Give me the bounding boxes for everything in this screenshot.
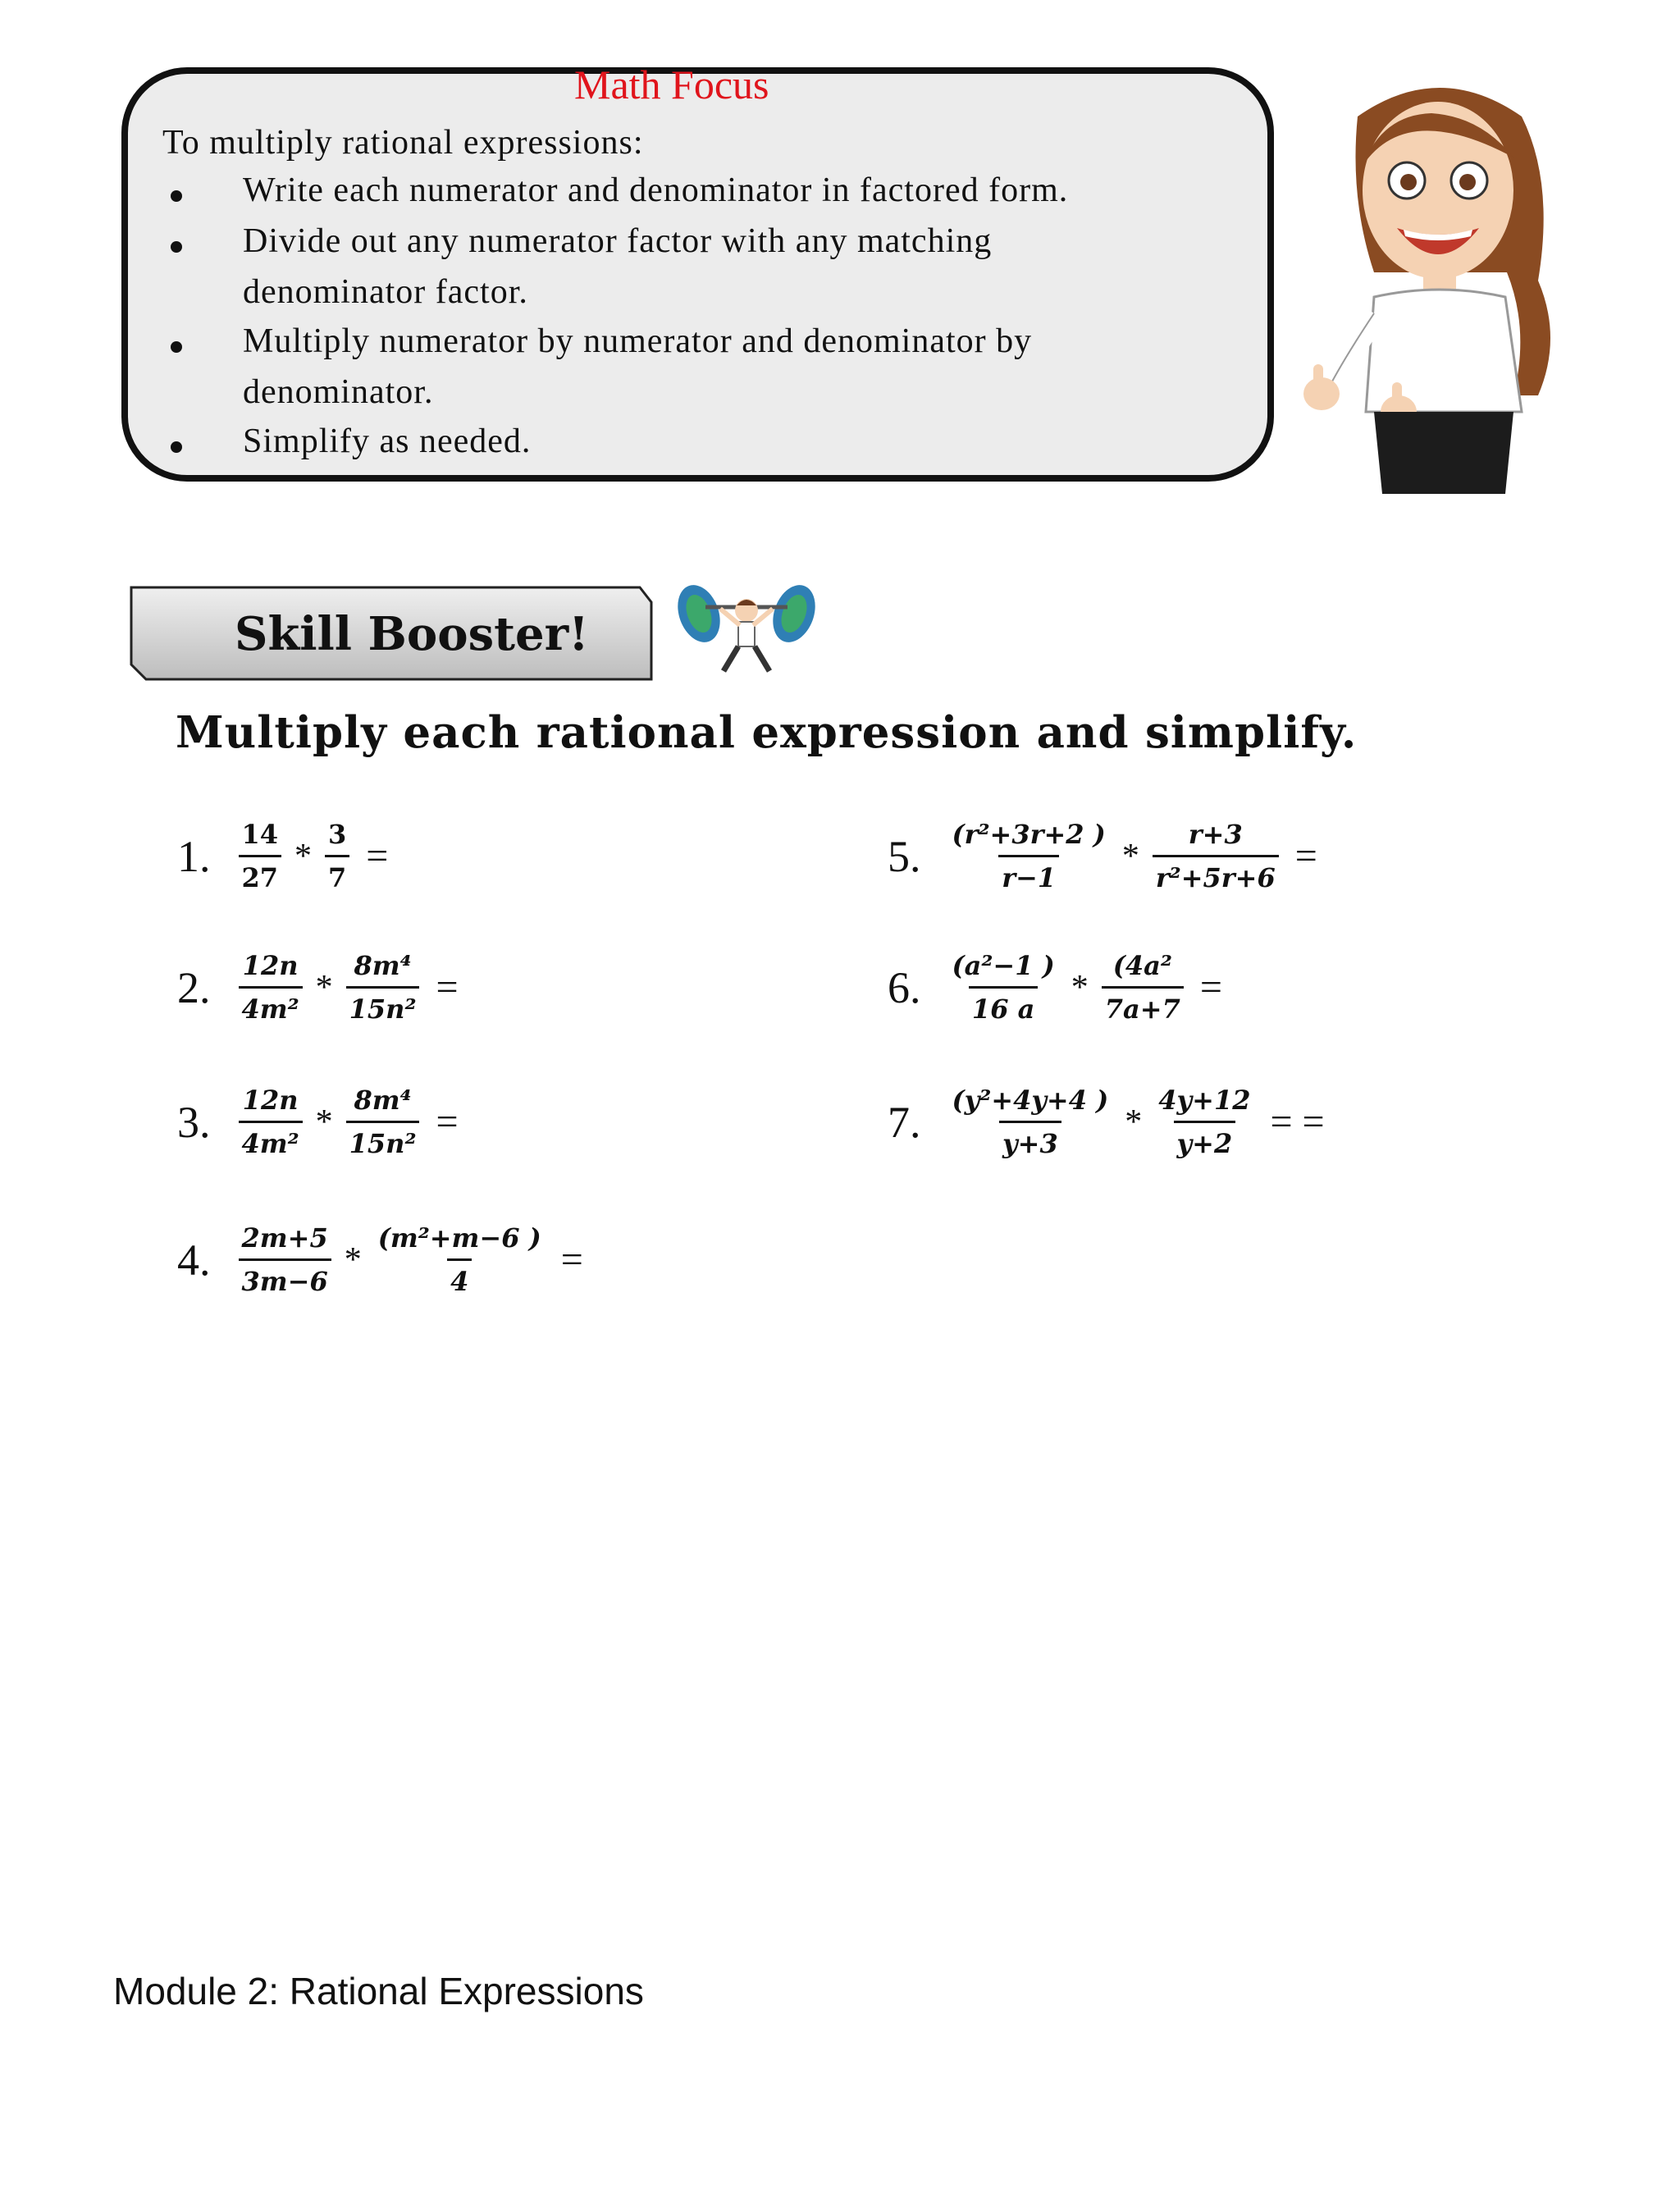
problem-6 — [888, 950, 1222, 1025]
numerator: 8m⁴ — [354, 1085, 412, 1116]
denominator: 4m² — [239, 986, 303, 1025]
fraction — [346, 1085, 420, 1159]
denominator: r²+5r+6 — [1153, 855, 1279, 893]
numerator: (a²−1 ) — [952, 950, 1055, 981]
numerator: 8m⁴ — [354, 950, 412, 981]
numerator: (y²+4y+4 ) — [952, 1085, 1109, 1116]
instructions: Multiply each rational expression and simplify. — [176, 707, 1358, 758]
multiply-operator: * — [1071, 968, 1089, 1007]
focus-bullet-text: Multiply numerator by numerator and denominator by — [243, 322, 1033, 360]
footer-module-label: Module 2: Rational Expressions — [113, 1970, 644, 2012]
denominator: 15n² — [346, 1121, 420, 1159]
numerator: (r²+3r+2 ) — [952, 819, 1106, 850]
focus-bullet-text: Write each numerator and denominator in factored form. — [243, 171, 1069, 209]
problem-number: 6. — [888, 962, 921, 1012]
denominator: r−1 — [998, 855, 1059, 893]
numerator: (4a² — [1112, 950, 1172, 981]
problem-number: 3. — [177, 1097, 211, 1147]
fraction — [1155, 1085, 1253, 1159]
focus-bullet-text: denominator. — [243, 373, 434, 411]
problem-number: 4. — [177, 1235, 211, 1285]
focus-bullet-text: Simplify as needed. — [243, 422, 532, 460]
problem-2 — [177, 950, 459, 1025]
focus-bullet-text: Divide out any numerator factor with any matching — [243, 222, 993, 260]
equals-sign: = — [436, 966, 459, 1009]
bullet-dot-icon — [171, 441, 182, 453]
denominator: 4m² — [239, 1121, 303, 1159]
numerator: 14 — [241, 819, 279, 850]
teacher-avatar-icon — [1292, 67, 1587, 494]
math-focus-title: Math Focus — [574, 62, 769, 107]
multiply-operator: * — [294, 837, 313, 875]
problem-5 — [888, 819, 1317, 893]
problem-number: 2. — [177, 962, 211, 1012]
weightlifter-icon — [673, 574, 820, 681]
equals-sign: = — [436, 1100, 459, 1144]
fraction — [949, 819, 1109, 893]
numerator: 12n — [242, 1085, 299, 1116]
equals-sign: = — [1294, 834, 1317, 878]
bullet-dot-icon — [171, 341, 182, 353]
fraction — [1153, 819, 1279, 893]
denominator: 3m−6 — [239, 1258, 331, 1297]
denominator: 27 — [239, 855, 282, 893]
denominator: y+2 — [1174, 1121, 1236, 1159]
problem-number: 7. — [888, 1097, 921, 1147]
numerator: (m²+m−6 ) — [377, 1222, 541, 1254]
numerator: 2m+5 — [241, 1222, 328, 1254]
fraction — [239, 1222, 331, 1297]
equals-sign: = — [366, 834, 389, 878]
numerator: 12n — [242, 950, 299, 981]
denominator: y+3 — [999, 1121, 1061, 1159]
fraction — [375, 1222, 545, 1297]
bullet-dot-icon — [171, 190, 182, 202]
numerator: 3 — [328, 819, 347, 850]
denominator: 7a+7 — [1102, 986, 1184, 1025]
numerator: r+3 — [1188, 819, 1243, 850]
fraction — [949, 1085, 1112, 1159]
denominator: 7 — [325, 855, 349, 893]
multiply-operator: * — [1125, 1103, 1143, 1141]
problem-1 — [177, 819, 388, 893]
problem-3 — [177, 1085, 459, 1159]
math-focus-intro: To multiply rational expressions: — [162, 124, 644, 162]
denominator: 16 a — [969, 986, 1038, 1025]
bullet-dot-icon — [171, 241, 182, 253]
fraction — [239, 1085, 303, 1159]
problem-4 — [177, 1222, 583, 1297]
fraction — [325, 819, 349, 893]
problem-number: 5. — [888, 831, 921, 881]
focus-bullet-text: denominator factor. — [243, 273, 528, 311]
multiply-operator: * — [344, 1240, 362, 1279]
equals-sign: = = — [1270, 1100, 1325, 1144]
fraction — [239, 819, 282, 893]
problem-7 — [888, 1085, 1325, 1159]
fraction — [346, 950, 420, 1025]
fraction — [949, 950, 1058, 1025]
denominator: 15n² — [346, 986, 420, 1025]
fraction — [239, 950, 303, 1025]
fraction — [1102, 950, 1184, 1025]
denominator: 4 — [447, 1258, 472, 1297]
skill-booster-label: Skill Booster! — [235, 607, 589, 661]
multiply-operator: * — [1121, 837, 1139, 875]
multiply-operator: * — [315, 1103, 333, 1141]
problem-number: 1. — [177, 831, 211, 881]
equals-sign: = — [1199, 966, 1222, 1009]
numerator: 4y+12 — [1158, 1085, 1251, 1116]
multiply-operator: * — [315, 968, 333, 1007]
equals-sign: = — [560, 1238, 583, 1281]
